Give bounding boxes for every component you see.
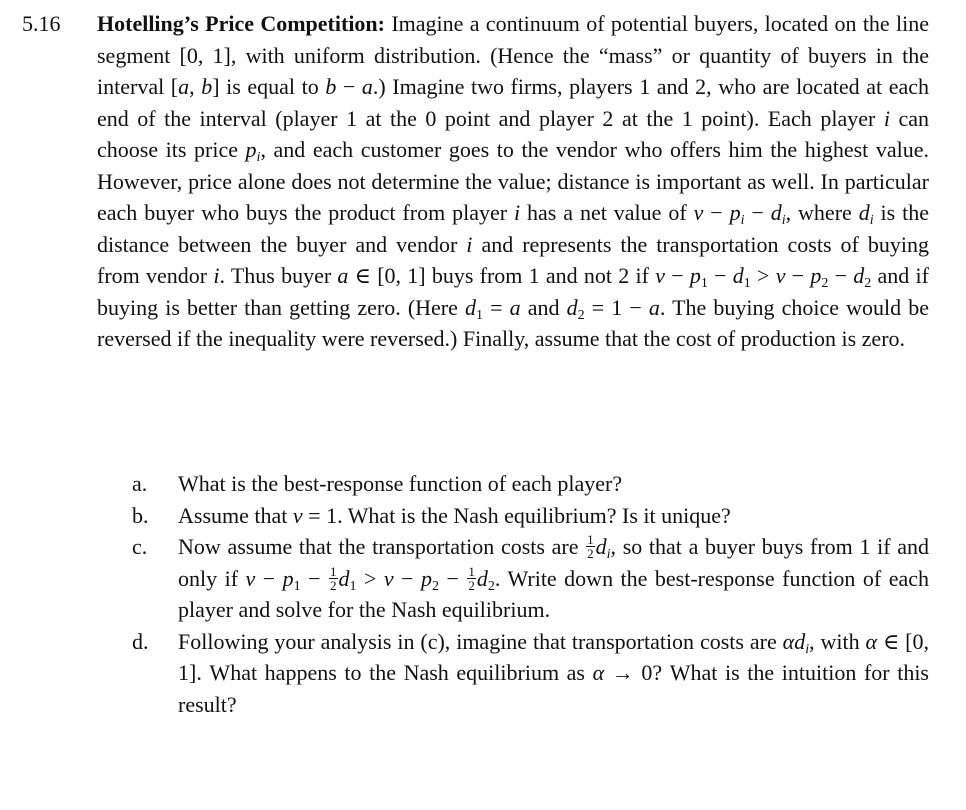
sub-question-b <box>132 500 929 532</box>
sub-question-label: b. <box>132 502 149 528</box>
fraction-denominator: 2 <box>330 577 337 593</box>
exercise-number: 5.16 <box>22 11 61 36</box>
sub-question-d <box>132 626 929 721</box>
math-op: > <box>356 565 384 591</box>
math-var: a <box>337 263 349 288</box>
math-subscript: i <box>805 641 810 657</box>
math-var: d <box>794 628 806 654</box>
math-subscript: 1 <box>743 276 751 291</box>
math-subscript: 2 <box>577 307 585 323</box>
text-segment: = 1 − <box>584 294 649 320</box>
math-var: b <box>201 74 213 99</box>
math-op: − <box>785 263 811 288</box>
math-op: − <box>703 200 730 225</box>
math-subscript: 1 <box>476 307 484 323</box>
math-var: v <box>383 565 394 591</box>
math-var: d <box>566 294 578 320</box>
text-segment: and if buying is better than getting zero. (Here <box>97 263 929 320</box>
exercise-title: Hotelling’s Price Competition: <box>97 11 385 36</box>
math-subscript: 2 <box>864 276 872 291</box>
text-segment: can choose its price <box>97 105 930 162</box>
math-subscript: i <box>606 547 611 562</box>
text-segment: Following your analysis in (c), imagine that transportation costs are <box>178 628 783 654</box>
math-op: − <box>744 200 771 225</box>
sub-question-text <box>178 500 929 532</box>
math-var: i <box>514 200 521 225</box>
math-op: − <box>300 565 329 591</box>
math-op: − <box>439 565 467 591</box>
math-var: d <box>858 200 870 225</box>
math-var: d <box>732 263 744 288</box>
fraction-one-half <box>329 565 338 592</box>
exercise-statement <box>97 8 929 355</box>
text-segment: = 1. What is the Nash equilibrium? Is it unique? <box>302 502 731 528</box>
math-var: p <box>729 200 741 225</box>
fraction-one-half <box>467 565 476 592</box>
text-segment: and <box>520 294 567 320</box>
text-segment: . Write down the best-response function of each player and solve for the Nash equilibrium. <box>178 565 930 622</box>
math-var: p <box>282 565 294 591</box>
math-var: v <box>245 565 256 591</box>
fraction-numerator: 1 <box>587 532 594 548</box>
math-var: a <box>509 294 521 320</box>
math-op: − <box>664 263 690 288</box>
math-subscript: i <box>256 150 261 165</box>
sub-question-label: c. <box>132 534 148 559</box>
text-segment: .) Imagine two firms, players 1 and 2, who are located at each end of the interval (player 1 at the 0 point and player 2 at the 1 point). Each player <box>97 74 929 131</box>
text-segment: has a net value of <box>520 200 694 225</box>
math-var: a <box>178 74 190 99</box>
math-op: − <box>393 565 422 591</box>
math-op: − <box>707 263 733 288</box>
sub-question-a <box>132 468 929 500</box>
sub-question-label: d. <box>132 628 149 654</box>
math-op: − <box>255 565 283 591</box>
math-var: p <box>245 137 257 162</box>
math-var: v <box>655 263 665 288</box>
text-segment: Imagine a continuum of potential buyers, located on the line segment [0, 1], with uniform distribution. (Hence the “mass” or quantity of buyers in the interval [ <box>97 11 930 99</box>
text-segment: . Thus buyer <box>219 263 338 288</box>
text-segment: ∈ [0, 1] buys from 1 and not 2 if <box>348 263 656 288</box>
sub-question-c <box>132 531 929 626</box>
math-subscript: i <box>781 213 786 228</box>
math-var: v <box>775 263 786 288</box>
math-op: > <box>750 263 776 288</box>
text-segment: , with <box>809 628 866 654</box>
math-var: d <box>853 263 865 288</box>
sub-question-label: a. <box>132 471 148 496</box>
fraction-numerator: 1 <box>330 563 337 579</box>
fraction-one-half <box>586 533 595 560</box>
text-segment: Now assume that the transportation costs are <box>178 534 586 559</box>
math-subscript: 2 <box>821 276 829 291</box>
math-subscript: 2 <box>487 578 495 594</box>
math-subscript: i <box>740 213 745 228</box>
math-var: α <box>782 628 795 654</box>
sub-question-text <box>178 468 929 500</box>
text-segment: What is the best-response function of each player? <box>178 471 623 496</box>
math-var: d <box>770 200 782 225</box>
math-var: i <box>883 105 890 131</box>
math-var: d <box>338 565 350 591</box>
math-op: − <box>828 263 854 288</box>
math-subscript: 1 <box>349 578 357 594</box>
math-var: a <box>361 74 373 99</box>
math-subscript: 1 <box>293 578 301 594</box>
fraction-denominator: 2 <box>468 577 475 593</box>
math-var: p <box>689 263 701 288</box>
math-var: d <box>595 534 607 559</box>
math-subscript: i <box>869 213 874 228</box>
text-segment: and represents the transportation costs of buying from vendor <box>97 231 929 288</box>
text-segment: , where <box>785 200 859 225</box>
math-var: v <box>693 200 704 225</box>
math-var: α <box>592 660 605 685</box>
fraction-numerator: 1 <box>468 563 475 579</box>
text-segment: ] is equal to <box>212 74 326 99</box>
math-var: v <box>292 502 303 528</box>
math-op: = <box>483 294 510 320</box>
fraction-denominator: 2 <box>587 546 594 562</box>
math-var: α <box>865 628 878 654</box>
math-var: p <box>810 263 822 288</box>
math-var: d <box>476 565 488 591</box>
text-segment: . The buying choice would be reversed if the inequality were reversed.) Finally, assume that the cost of production is zero. <box>97 294 929 351</box>
math-var: i <box>466 231 473 257</box>
text-segment: , and each customer goes to the vendor who offers him the highest value. However, price alone does not determine the value; distance is important as well. In particular each buyer who buys the product from player <box>97 137 929 225</box>
text-segment: ∈ [0, 1]. What happens to the Nash equilibrium as <box>178 628 929 685</box>
text-segment: Assume that <box>178 502 293 528</box>
text-segment: , so that a buyer buys from 1 if and only if <box>178 534 929 591</box>
text-segment: is the distance between the buyer and vendor <box>97 200 929 257</box>
text-segment: , <box>189 74 202 99</box>
math-var: d <box>465 294 477 320</box>
math-subscript: 2 <box>432 578 440 594</box>
math-var: i <box>213 263 220 288</box>
sub-questions <box>132 468 929 720</box>
text-segment: → 0? What is the intuition for this result? <box>178 660 929 717</box>
math-op: − <box>336 74 362 99</box>
math-subscript: 1 <box>700 276 708 291</box>
math-var: b <box>325 74 337 99</box>
math-var: a <box>648 294 660 320</box>
sub-question-text <box>178 531 929 626</box>
sub-question-text <box>178 626 929 721</box>
math-var: p <box>421 565 433 591</box>
